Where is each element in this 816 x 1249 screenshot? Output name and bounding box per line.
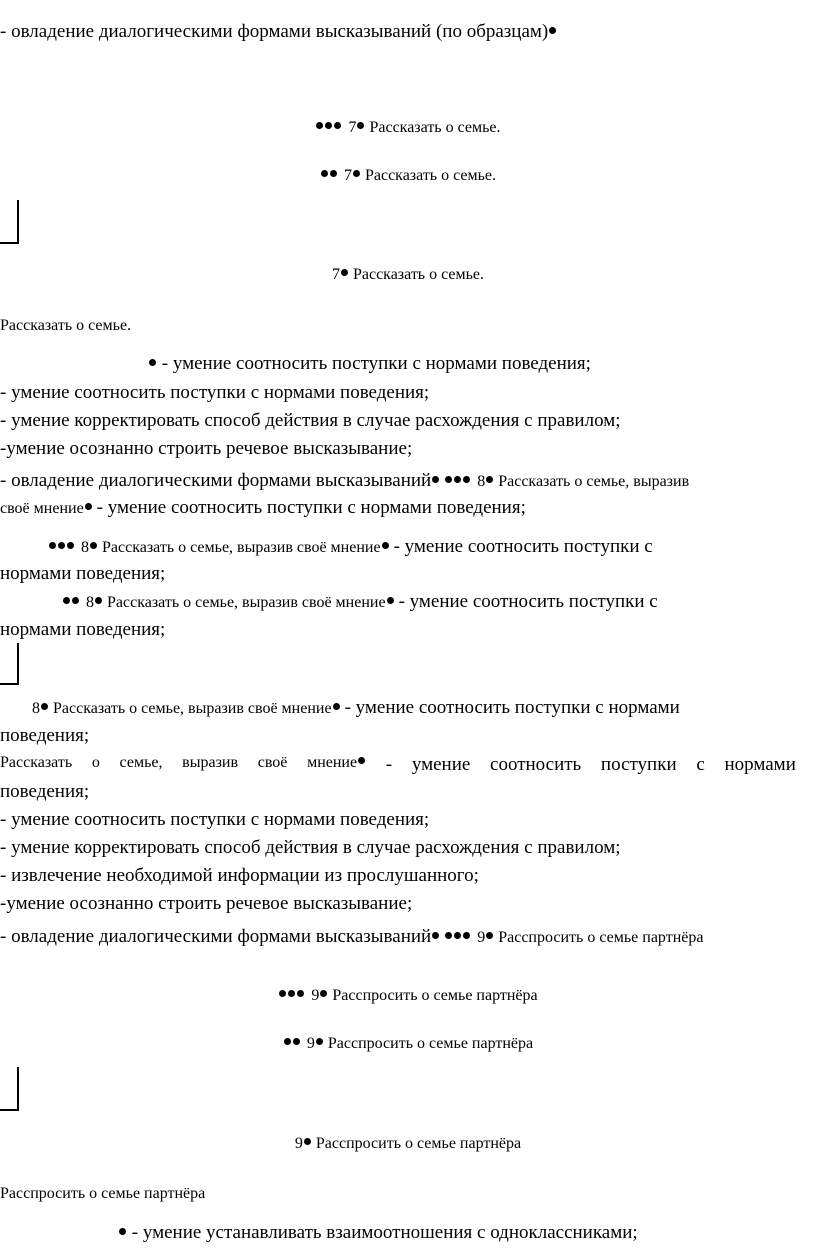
task-title: Расспросить о семье партнёра (0, 1185, 206, 1202)
item-number: 8 (477, 473, 486, 490)
task-title: Рассказать о семье. (0, 317, 132, 334)
heading-line (0, 1136, 816, 1152)
text-line (0, 22, 557, 41)
item-number: 9 (477, 929, 486, 946)
table-cell-corner (0, 643, 19, 685)
text-line: -умение осознанно строить речевое высказывание; (0, 438, 413, 459)
bullet-icon (320, 990, 327, 997)
text-line: - умение соотносить поступки с нормами поведения; (0, 809, 430, 830)
item-number: 9 (294, 1135, 303, 1152)
heading-line (0, 120, 816, 136)
heading-line (0, 267, 816, 283)
bullets-icon (444, 930, 471, 946)
bullet-icon (353, 170, 360, 177)
text-line: -умение осознанно строить речевое высказывание; (0, 893, 413, 914)
text-line: 8 Рассказать о семье, выразив своё мнение - умение соотносить поступки с (62, 592, 658, 611)
text-line: - умение соотносить поступки с нормами поведения; (148, 354, 591, 373)
bullet-icon (486, 476, 493, 483)
bullet-icon (85, 503, 92, 510)
task-title: Расспросить о семье партнёра (315, 1135, 522, 1152)
bullet-icon (95, 597, 102, 604)
task-title: Расспросить о семье партнёра (332, 987, 538, 1004)
justified-text-line: Рассказать о семье, выразив своё мнение - умение соотносить поступки с нормами (0, 754, 796, 775)
text-line: - умение корректировать способ действия в случае расхождения с правилом; (0, 410, 621, 431)
text-line: поведения; (0, 725, 90, 746)
bullet-icon (341, 269, 348, 276)
bullet-icon (432, 932, 439, 939)
bullet-icon (149, 359, 156, 366)
item-number: 8 (81, 539, 89, 556)
text-line: - умение корректировать способ действия в случае расхождения с правилом; (0, 837, 621, 858)
task-title: Рассказать о семье. (369, 119, 501, 136)
heading-line (0, 988, 816, 1004)
bullets-icon (315, 120, 342, 136)
item-number: 8 (86, 594, 94, 611)
bullets-icon (62, 595, 80, 611)
bullets-icon (283, 1036, 301, 1052)
bullets-icon (278, 988, 305, 1004)
heading-line (0, 168, 816, 184)
bullet-icon (316, 1038, 323, 1045)
item-number: 7 (331, 266, 340, 283)
bullets-icon (48, 540, 75, 556)
bullet-icon (357, 122, 364, 129)
bullet-icon (90, 542, 97, 549)
text-line: - умение соотносить поступки с нормами поведения; (0, 382, 430, 403)
bullet-icon (358, 757, 365, 764)
bullets-icon (444, 474, 471, 490)
text-line: нормами поведения; (0, 563, 166, 584)
item-number: 7 (343, 167, 352, 184)
bullet-icon (549, 27, 556, 34)
text-line: - извлечение необходимой информации из прослушанного; (0, 865, 479, 886)
item-number: 7 (348, 119, 357, 136)
bullet-icon (304, 1138, 311, 1145)
heading-line (0, 1036, 816, 1052)
item-number: 9 (311, 987, 320, 1004)
item-number: 9 (306, 1035, 315, 1052)
text-line: поведения; (0, 781, 90, 802)
bullets-icon (320, 168, 338, 184)
item-number: 8 (32, 700, 40, 717)
bullet-icon (382, 542, 389, 549)
text-line: - умение устанавливать взаимоотношения с одноклассниками; (118, 1223, 638, 1242)
bullet-icon (486, 932, 493, 939)
text-line: 8 Рассказать о семье, выразив своё мнение - умение соотносить поступки с (48, 537, 653, 556)
task-title: Рассказать о семье. (352, 266, 485, 283)
task-title: Рассказать о семье. (364, 167, 497, 184)
text-line: - овладение диалогическими формами высказываний 8 Рассказать о семье, выразив (0, 470, 690, 491)
text-line: нормами поведения; (0, 619, 166, 640)
text-line: своё мнение - умение соотносить поступки с нормами поведения; (0, 497, 526, 518)
table-cell-corner (0, 1067, 19, 1111)
text-line: - овладение диалогическими формами высказываний 9 Расспросить о семье партнёра (0, 926, 704, 947)
task-title: Расспросить о семье партнёра (327, 1035, 534, 1052)
bullet-icon (41, 703, 48, 710)
text-line: 8 Рассказать о семье, выразив своё мнение - умение соотносить поступки с нормами (32, 697, 680, 718)
bullet-icon (432, 476, 439, 483)
bullet-icon (333, 703, 340, 710)
table-cell-corner (0, 200, 19, 244)
dialog-forms-text: - овладение диалогическими формами высказываний (по образцам) (0, 21, 549, 42)
bullet-icon (119, 1228, 126, 1235)
bullet-icon (387, 597, 394, 604)
